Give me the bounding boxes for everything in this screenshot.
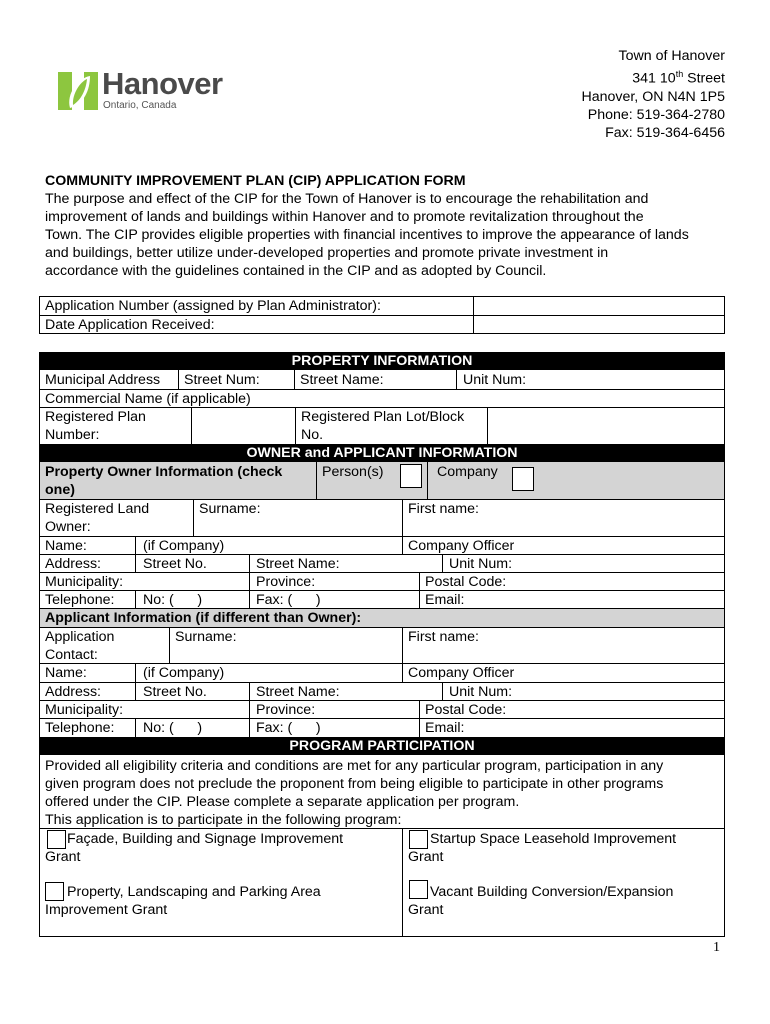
registered-plan-label-1: Registered Plan xyxy=(45,409,146,425)
owner-province-label[interactable]: Province: xyxy=(256,574,316,590)
page-number: 1 xyxy=(713,940,720,955)
startup-grant-label-2: Grant xyxy=(408,849,444,865)
property-landscaping-grant-label-2: Improvement Grant xyxy=(45,902,168,918)
applicant-phone-no-label[interactable]: No: ( ) xyxy=(143,720,203,736)
date-received-label: Date Application Received: xyxy=(45,317,215,333)
owner-surname-label[interactable]: Surname: xyxy=(199,501,261,517)
facade-grant-label-1: Façade, Building and Signage Improvement xyxy=(67,831,344,847)
program-participation-header: PROGRAM PARTICIPATION xyxy=(39,737,725,755)
applicant-first-name-label[interactable]: First name: xyxy=(408,629,479,645)
applicant-name-label: Name: xyxy=(45,665,87,681)
owner-street-name-label[interactable]: Street Name: xyxy=(256,556,340,572)
applicant-street-no-label[interactable]: Street No. xyxy=(143,684,207,700)
program-text-line-4: This application is to participate in the following program: xyxy=(45,812,402,828)
owner-company-officer-label[interactable]: Company Officer xyxy=(408,538,515,554)
program-text-line-1: Provided all eligibility criteria and conditions are met for any particular program, participation in any xyxy=(45,758,664,774)
applicant-email-label[interactable]: Email: xyxy=(425,720,465,736)
persons-checkbox[interactable] xyxy=(400,464,422,488)
address-fax: Fax: 519-364-6456 xyxy=(605,124,725,141)
address-phone: Phone: 519-364-2780 xyxy=(587,106,725,123)
logo-name: Hanover xyxy=(102,66,223,101)
applicant-company-officer-label[interactable]: Company Officer xyxy=(408,665,515,681)
owner-if-company-label[interactable]: (if Company) xyxy=(143,538,225,554)
program-text-line-3: offered under the CIP. Please complete a separate application per program. xyxy=(45,794,520,810)
date-received-field[interactable] xyxy=(474,316,724,333)
company-checkbox[interactable] xyxy=(512,467,534,491)
startup-grant-label-1: Startup Space Leasehold Improvement xyxy=(430,831,677,847)
owner-address-label: Address: xyxy=(45,556,101,572)
applicant-postal-code-label[interactable]: Postal Code: xyxy=(425,702,507,718)
program-text-line-2: given program does not preclude the proponent from being eligible to participate in other programs xyxy=(45,776,664,792)
registered-land-owner-label-2: Owner: xyxy=(45,519,91,535)
property-street-num-label[interactable]: Street Num: xyxy=(184,372,260,388)
property-info-header: PROPERTY INFORMATION xyxy=(39,352,725,370)
application-number-field[interactable] xyxy=(474,297,724,314)
owner-fax-label[interactable]: Fax: ( ) xyxy=(256,592,321,608)
facade-grant-label-2: Grant xyxy=(45,849,81,865)
property-unit-num-label[interactable]: Unit Num: xyxy=(463,372,527,388)
intro-line-1: The purpose and effect of the CIP for the Town of Hanover is to encourage the rehabilitation and xyxy=(45,191,649,207)
applicant-telephone-label: Telephone: xyxy=(45,720,115,736)
logo-region: Ontario, Canada xyxy=(103,100,177,111)
hanover-leaf-icon xyxy=(56,70,100,112)
intro-line-5: accordance with the guidelines contained in the CIP and as adopted by Council. xyxy=(45,263,547,279)
commercial-name-label[interactable]: Commercial Name (if applicable) xyxy=(45,391,251,407)
address-line-3: Hanover, ON N4N 1P5 xyxy=(581,88,725,105)
vacant-building-grant-label-1: Vacant Building Conversion/Expansion xyxy=(430,884,674,900)
vacant-building-grant-checkbox[interactable] xyxy=(409,880,428,899)
applicant-province-label[interactable]: Province: xyxy=(256,702,316,718)
owner-unit-num-label[interactable]: Unit Num: xyxy=(449,556,513,572)
application-number-label: Application Number (assigned by Plan Administrator): xyxy=(45,298,381,314)
owner-section-label-1: Property Owner Information (check xyxy=(45,464,283,480)
lot-block-label-1: Registered Plan Lot/Block xyxy=(301,409,465,425)
lot-block-label-2: No. xyxy=(301,427,324,443)
address-line-2: 341 10th Street xyxy=(632,69,725,87)
applicant-contact-label-2: Contact: xyxy=(45,647,98,663)
town-address xyxy=(581,47,725,142)
registered-plan-field[interactable] xyxy=(192,408,294,443)
form-title: COMMUNITY IMPROVEMENT PLAN (CIP) APPLICATION FORM xyxy=(45,173,466,189)
applicant-if-company-label[interactable]: (if Company) xyxy=(143,665,225,681)
owner-section-label-2: one) xyxy=(45,482,75,498)
intro-line-3: Town. The CIP provides eligible properties with financial incentives to improve the appearance of lands xyxy=(45,227,689,243)
owner-telephone-label: Telephone: xyxy=(45,592,115,608)
applicant-unit-num-label[interactable]: Unit Num: xyxy=(449,684,513,700)
applicant-contact-label-1: Application xyxy=(45,629,115,645)
intro-line-2: improvement of lands and buildings within Hanover and to promote revitalization throughout the xyxy=(45,209,644,225)
company-label: Company xyxy=(437,464,498,480)
property-landscaping-grant-checkbox[interactable] xyxy=(45,882,64,901)
municipal-address-label: Municipal Address xyxy=(45,372,161,388)
owner-phone-no-label[interactable]: No: ( ) xyxy=(143,592,203,608)
vacant-building-grant-label-2: Grant xyxy=(408,902,444,918)
persons-label: Person(s) xyxy=(322,464,384,480)
applicant-address-label: Address: xyxy=(45,684,101,700)
owner-first-name-label[interactable]: First name: xyxy=(408,501,479,517)
applicant-street-name-label[interactable]: Street Name: xyxy=(256,684,340,700)
property-street-name-label[interactable]: Street Name: xyxy=(300,372,384,388)
applicant-surname-label[interactable]: Surname: xyxy=(175,629,237,645)
facade-grant-checkbox[interactable] xyxy=(47,830,66,849)
startup-grant-checkbox[interactable] xyxy=(409,830,428,849)
owner-postal-code-label[interactable]: Postal Code: xyxy=(425,574,507,590)
registered-land-owner-label-1: Registered Land xyxy=(45,501,150,517)
address-line-1: Town of Hanover xyxy=(618,48,725,64)
applicant-fax-label[interactable]: Fax: ( ) xyxy=(256,720,321,736)
owner-street-no-label[interactable]: Street No. xyxy=(143,556,207,572)
owner-municipality-label[interactable]: Municipality: xyxy=(45,574,124,590)
owner-email-label[interactable]: Email: xyxy=(425,592,465,608)
applicant-section-label: Applicant Information (if different than Owner): xyxy=(45,610,362,626)
lot-block-field[interactable] xyxy=(488,408,724,443)
owner-name-label: Name: xyxy=(45,538,87,554)
registered-plan-label-2: Number: xyxy=(45,427,100,443)
owner-applicant-header: OWNER and APPLICANT INFORMATION xyxy=(39,444,725,462)
intro-line-4: and buildings, better utilize under-developed properties and promote private investment in xyxy=(45,245,609,261)
applicant-municipality-label[interactable]: Municipality: xyxy=(45,702,124,718)
property-landscaping-grant-label-1: Property, Landscaping and Parking Area xyxy=(67,884,321,900)
hanover-logo xyxy=(56,66,236,114)
